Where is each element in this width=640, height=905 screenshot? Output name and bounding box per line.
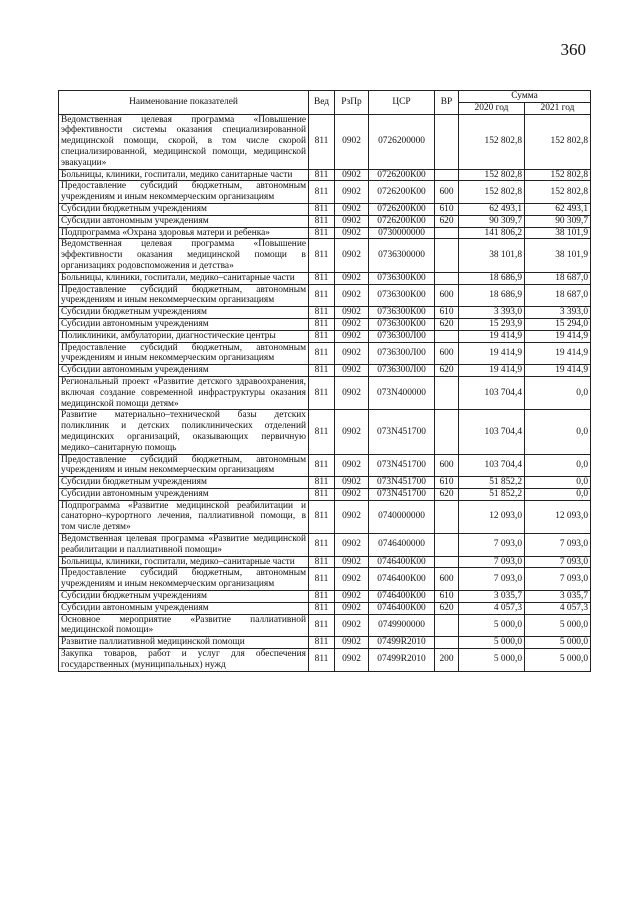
row-csr: 0736300Л00	[369, 330, 435, 342]
row-ved: 811	[309, 169, 335, 181]
row-name: Субсидии автономным учреждениям	[59, 602, 309, 614]
budget-table	[58, 90, 591, 672]
row-vr: 600	[435, 342, 459, 365]
row-name: Субсидии бюджетным учреждениям	[59, 203, 309, 215]
row-name: Предоставление субсидий бюджетным, автономным учреждениям и иным некоммерческим организациям	[59, 284, 309, 307]
table-row	[59, 568, 591, 591]
row-vr	[435, 534, 459, 557]
row-csr: 0726200К00	[369, 215, 435, 227]
table-row	[59, 556, 591, 568]
row-name: Больницы, клиники, госпитали, медико санитарные части	[59, 169, 309, 181]
table-row	[59, 272, 591, 284]
row-name: Региональный проект «Развитие детского здравоохранения, включая создание современной инфраструктуры оказания медицинской помощи детям»	[59, 376, 309, 409]
table-row	[59, 114, 591, 169]
row-ved: 811	[309, 284, 335, 307]
header-sum: Сумма	[459, 91, 591, 103]
row-ved: 811	[309, 181, 335, 204]
row-sum-2021: 19 414,9	[525, 342, 591, 365]
row-csr: 0740000000	[369, 500, 435, 533]
row-sum-2020: 51 852,2	[459, 488, 525, 500]
row-sum-2020: 19 414,9	[459, 330, 525, 342]
row-vr: 610	[435, 591, 459, 603]
table-row	[59, 203, 591, 215]
row-sum-2021: 18 687,0	[525, 272, 591, 284]
row-ved: 811	[309, 215, 335, 227]
table-row	[59, 376, 591, 409]
row-rzpr: 0902	[335, 169, 369, 181]
row-rzpr: 0902	[335, 568, 369, 591]
row-sum-2020: 103 704,4	[459, 376, 525, 409]
row-sum-2020: 152 802,8	[459, 181, 525, 204]
row-ved: 811	[309, 203, 335, 215]
row-rzpr: 0902	[335, 637, 369, 649]
row-sum-2020: 4 057,3	[459, 602, 525, 614]
table-row	[59, 227, 591, 239]
row-sum-2020: 3 393,0	[459, 307, 525, 319]
row-vr: 620	[435, 602, 459, 614]
row-sum-2020: 103 704,4	[459, 410, 525, 454]
row-name: Ведомственная целевая программа «Развитие медицинской реабилитации и паллиативной помощи»	[59, 534, 309, 557]
row-csr: 073N451700	[369, 477, 435, 489]
row-vr: 600	[435, 181, 459, 204]
row-ved: 811	[309, 534, 335, 557]
row-name: Больницы, клиники, госпитали, медико–санитарные части	[59, 556, 309, 568]
row-csr: 0746400000	[369, 534, 435, 557]
row-rzpr: 0902	[335, 318, 369, 330]
row-ved: 811	[309, 365, 335, 377]
row-sum-2021: 7 093,0	[525, 556, 591, 568]
row-vr: 600	[435, 284, 459, 307]
row-ved: 811	[309, 637, 335, 649]
table-row	[59, 342, 591, 365]
row-ved: 811	[309, 114, 335, 169]
row-ved: 811	[309, 330, 335, 342]
row-csr: 0736300К00	[369, 318, 435, 330]
row-csr: 0726200К00	[369, 203, 435, 215]
row-rzpr: 0902	[335, 307, 369, 319]
row-sum-2021: 38 101,9	[525, 227, 591, 239]
row-rzpr: 0902	[335, 365, 369, 377]
row-sum-2020: 18 686,9	[459, 284, 525, 307]
table-row	[59, 181, 591, 204]
row-sum-2020: 152 802,8	[459, 114, 525, 169]
row-csr: 0746400К00	[369, 568, 435, 591]
row-sum-2020: 51 852,2	[459, 477, 525, 489]
row-ved: 811	[309, 410, 335, 454]
row-name: Субсидии бюджетным учреждениям	[59, 591, 309, 603]
header-name: Наименование показателей	[59, 91, 309, 115]
row-sum-2020: 19 414,9	[459, 342, 525, 365]
row-name: Субсидии бюджетным учреждениям	[59, 477, 309, 489]
row-vr: 610	[435, 477, 459, 489]
row-vr: 620	[435, 488, 459, 500]
row-sum-2021: 152 802,8	[525, 181, 591, 204]
table-row	[59, 215, 591, 227]
row-ved: 811	[309, 649, 335, 672]
row-sum-2020: 152 802,8	[459, 169, 525, 181]
row-csr: 0746400К00	[369, 591, 435, 603]
row-sum-2021: 152 802,8	[525, 169, 591, 181]
row-sum-2020: 12 093,0	[459, 500, 525, 533]
row-csr: 0726200000	[369, 114, 435, 169]
row-name: Развитие материально–технической базы детских поликлиник и детских поликлинических отделений медицинских организаций, оказывающих первичную медико–санитарную помощь	[59, 410, 309, 454]
row-ved: 811	[309, 477, 335, 489]
row-vr	[435, 637, 459, 649]
row-vr: 610	[435, 307, 459, 319]
row-name: Субсидии бюджетным учреждениям	[59, 307, 309, 319]
table-row	[59, 602, 591, 614]
row-name: Предоставление субсидий бюджетным, автономным учреждениям и иным некоммерческим организациям	[59, 454, 309, 477]
row-sum-2021: 3 393,0	[525, 307, 591, 319]
row-csr: 0726200К00	[369, 181, 435, 204]
row-rzpr: 0902	[335, 239, 369, 272]
row-sum-2021: 19 414,9	[525, 330, 591, 342]
header-2021: 2021 год	[525, 102, 591, 114]
row-vr	[435, 410, 459, 454]
row-sum-2021: 0,0	[525, 488, 591, 500]
row-csr: 073N400000	[369, 376, 435, 409]
row-sum-2021: 0,0	[525, 376, 591, 409]
row-rzpr: 0902	[335, 114, 369, 169]
row-name: Субсидии автономным учреждениям	[59, 318, 309, 330]
row-sum-2021: 0,0	[525, 454, 591, 477]
row-vr	[435, 556, 459, 568]
row-csr: 0736300К00	[369, 307, 435, 319]
row-csr: 0746400К00	[369, 602, 435, 614]
row-csr: 073N451700	[369, 454, 435, 477]
row-name: Закупка товаров, работ и услуг для обеспечения государственных (муниципальных) нужд	[59, 649, 309, 672]
row-rzpr: 0902	[335, 454, 369, 477]
row-rzpr: 0902	[335, 215, 369, 227]
row-ved: 811	[309, 500, 335, 533]
row-ved: 811	[309, 602, 335, 614]
row-name: Подпрограмма «Развитие медицинской реабилитации и санаторно–курортного лечения, паллиативной помощи, в том числе детям»	[59, 500, 309, 533]
row-rzpr: 0902	[335, 272, 369, 284]
row-rzpr: 0902	[335, 376, 369, 409]
row-name: Предоставление субсидий бюджетным, автономным учреждениям и иным некоммерческим организациям	[59, 181, 309, 204]
table-row	[59, 330, 591, 342]
row-rzpr: 0902	[335, 203, 369, 215]
row-name: Предоставление субсидий бюджетным, автономным учреждениям и иным некоммерческим организациям	[59, 568, 309, 591]
row-vr: 620	[435, 318, 459, 330]
row-sum-2020: 15 293,9	[459, 318, 525, 330]
row-csr: 073N451700	[369, 410, 435, 454]
table-row	[59, 318, 591, 330]
row-csr: 0736300К00	[369, 284, 435, 307]
row-sum-2021: 12 093,0	[525, 500, 591, 533]
row-sum-2021: 3 035,7	[525, 591, 591, 603]
row-ved: 811	[309, 318, 335, 330]
row-rzpr: 0902	[335, 330, 369, 342]
table-row	[59, 284, 591, 307]
row-sum-2021: 15 294,0	[525, 318, 591, 330]
row-rzpr: 0902	[335, 181, 369, 204]
table-row	[59, 649, 591, 672]
row-ved: 811	[309, 591, 335, 603]
header-csr: ЦСР	[369, 91, 435, 115]
row-vr	[435, 272, 459, 284]
row-name: Поликлиники, амбулатории, диагностические центры	[59, 330, 309, 342]
row-sum-2021: 38 101,9	[525, 239, 591, 272]
row-rzpr: 0902	[335, 591, 369, 603]
table-row	[59, 307, 591, 319]
row-sum-2020: 18 686,9	[459, 272, 525, 284]
row-csr: 07499R2010	[369, 637, 435, 649]
row-sum-2021: 5 000,0	[525, 637, 591, 649]
row-sum-2021: 18 687,0	[525, 284, 591, 307]
row-sum-2021: 0,0	[525, 477, 591, 489]
table-row	[59, 410, 591, 454]
row-ved: 811	[309, 239, 335, 272]
row-rzpr: 0902	[335, 602, 369, 614]
row-sum-2020: 103 704,4	[459, 454, 525, 477]
row-ved: 811	[309, 568, 335, 591]
row-csr: 0736300Л00	[369, 342, 435, 365]
row-sum-2021: 7 093,0	[525, 568, 591, 591]
row-sum-2020: 7 093,0	[459, 568, 525, 591]
header-vr: ВР	[435, 91, 459, 115]
row-rzpr: 0902	[335, 227, 369, 239]
row-csr: 07499R2010	[369, 649, 435, 672]
row-vr: 600	[435, 568, 459, 591]
table-row	[59, 614, 591, 637]
row-ved: 811	[309, 307, 335, 319]
header-2020: 2020 год	[459, 102, 525, 114]
row-ved: 811	[309, 488, 335, 500]
row-csr: 0749900000	[369, 614, 435, 637]
row-ved: 811	[309, 342, 335, 365]
row-ved: 811	[309, 454, 335, 477]
row-rzpr: 0902	[335, 614, 369, 637]
row-csr: 0730000000	[369, 227, 435, 239]
row-sum-2020: 5 000,0	[459, 637, 525, 649]
row-sum-2021: 90 309,7	[525, 215, 591, 227]
row-sum-2021: 152 802,8	[525, 114, 591, 169]
row-name: Развитие паллиативной медицинской помощи	[59, 637, 309, 649]
row-csr: 073N451700	[369, 488, 435, 500]
table-row	[59, 534, 591, 557]
table-row	[59, 454, 591, 477]
row-name: Ведомственная целевая программа «Повышение эффективности системы оказания специализированной медицинской помощи, скорой, в том числе скорой специализированной, медицинской помощи, медицинской эвакуации»	[59, 114, 309, 169]
row-ved: 811	[309, 376, 335, 409]
row-sum-2021: 0,0	[525, 410, 591, 454]
row-sum-2021: 7 093,0	[525, 534, 591, 557]
row-name: Субсидии автономным учреждениям	[59, 488, 309, 500]
row-rzpr: 0902	[335, 534, 369, 557]
row-name: Основное мероприятие «Развитие паллиативной медицинской помощи»	[59, 614, 309, 637]
table-row	[59, 477, 591, 489]
row-ved: 811	[309, 227, 335, 239]
row-name: Подпрограмма «Охрана здоровья матери и ребенка»	[59, 227, 309, 239]
row-vr	[435, 376, 459, 409]
row-csr: 0736300000	[369, 239, 435, 272]
row-sum-2021: 5 000,0	[525, 649, 591, 672]
row-sum-2021: 19 414,9	[525, 365, 591, 377]
table-row	[59, 169, 591, 181]
row-csr: 0736300К00	[369, 272, 435, 284]
row-sum-2021: 62 493,1	[525, 203, 591, 215]
row-csr: 0736300Л00	[369, 365, 435, 377]
table-row	[59, 239, 591, 272]
header-rzpr: РзПр	[335, 91, 369, 115]
row-vr: 620	[435, 365, 459, 377]
table-body	[59, 114, 591, 671]
row-ved: 811	[309, 556, 335, 568]
row-ved: 811	[309, 272, 335, 284]
row-rzpr: 0902	[335, 410, 369, 454]
row-sum-2020: 19 414,9	[459, 365, 525, 377]
table-row	[59, 365, 591, 377]
row-sum-2020: 38 101,8	[459, 239, 525, 272]
row-name: Ведомственная целевая программа «Повышение эффективности оказания медицинской помощи в организациях родовспоможения и детства»	[59, 239, 309, 272]
row-vr	[435, 114, 459, 169]
row-vr: 610	[435, 203, 459, 215]
row-sum-2020: 90 309,7	[459, 215, 525, 227]
row-sum-2020: 7 093,0	[459, 556, 525, 568]
row-vr	[435, 330, 459, 342]
row-rzpr: 0902	[335, 477, 369, 489]
row-vr: 620	[435, 215, 459, 227]
row-rzpr: 0902	[335, 488, 369, 500]
row-name: Больницы, клиники, госпитали, медико–санитарные части	[59, 272, 309, 284]
row-vr	[435, 239, 459, 272]
row-rzpr: 0902	[335, 556, 369, 568]
row-sum-2020: 5 000,0	[459, 649, 525, 672]
page-number: 360	[560, 40, 586, 59]
row-name: Предоставление субсидий бюджетным, автономным учреждениям и иным некоммерческим организациям	[59, 342, 309, 365]
row-rzpr: 0902	[335, 649, 369, 672]
row-vr: 200	[435, 649, 459, 672]
row-vr	[435, 614, 459, 637]
row-vr: 600	[435, 454, 459, 477]
row-csr: 0726200К00	[369, 169, 435, 181]
row-ved: 811	[309, 614, 335, 637]
table-row	[59, 637, 591, 649]
table-row	[59, 591, 591, 603]
table-row	[59, 500, 591, 533]
row-sum-2020: 62 493,1	[459, 203, 525, 215]
row-rzpr: 0902	[335, 342, 369, 365]
row-sum-2020: 5 000,0	[459, 614, 525, 637]
row-name: Субсидии автономным учреждениям	[59, 215, 309, 227]
row-vr	[435, 227, 459, 239]
row-sum-2020: 141 806,2	[459, 227, 525, 239]
row-rzpr: 0902	[335, 500, 369, 533]
row-rzpr: 0902	[335, 284, 369, 307]
row-sum-2021: 4 057,3	[525, 602, 591, 614]
row-sum-2021: 5 000,0	[525, 614, 591, 637]
table-header	[59, 91, 591, 115]
row-vr	[435, 169, 459, 181]
row-csr: 0746400К00	[369, 556, 435, 568]
row-sum-2020: 7 093,0	[459, 534, 525, 557]
row-sum-2020: 3 035,7	[459, 591, 525, 603]
table-row	[59, 488, 591, 500]
header-ved: Вед	[309, 91, 335, 115]
row-name: Субсидии автономным учреждениям	[59, 365, 309, 377]
row-vr	[435, 500, 459, 533]
